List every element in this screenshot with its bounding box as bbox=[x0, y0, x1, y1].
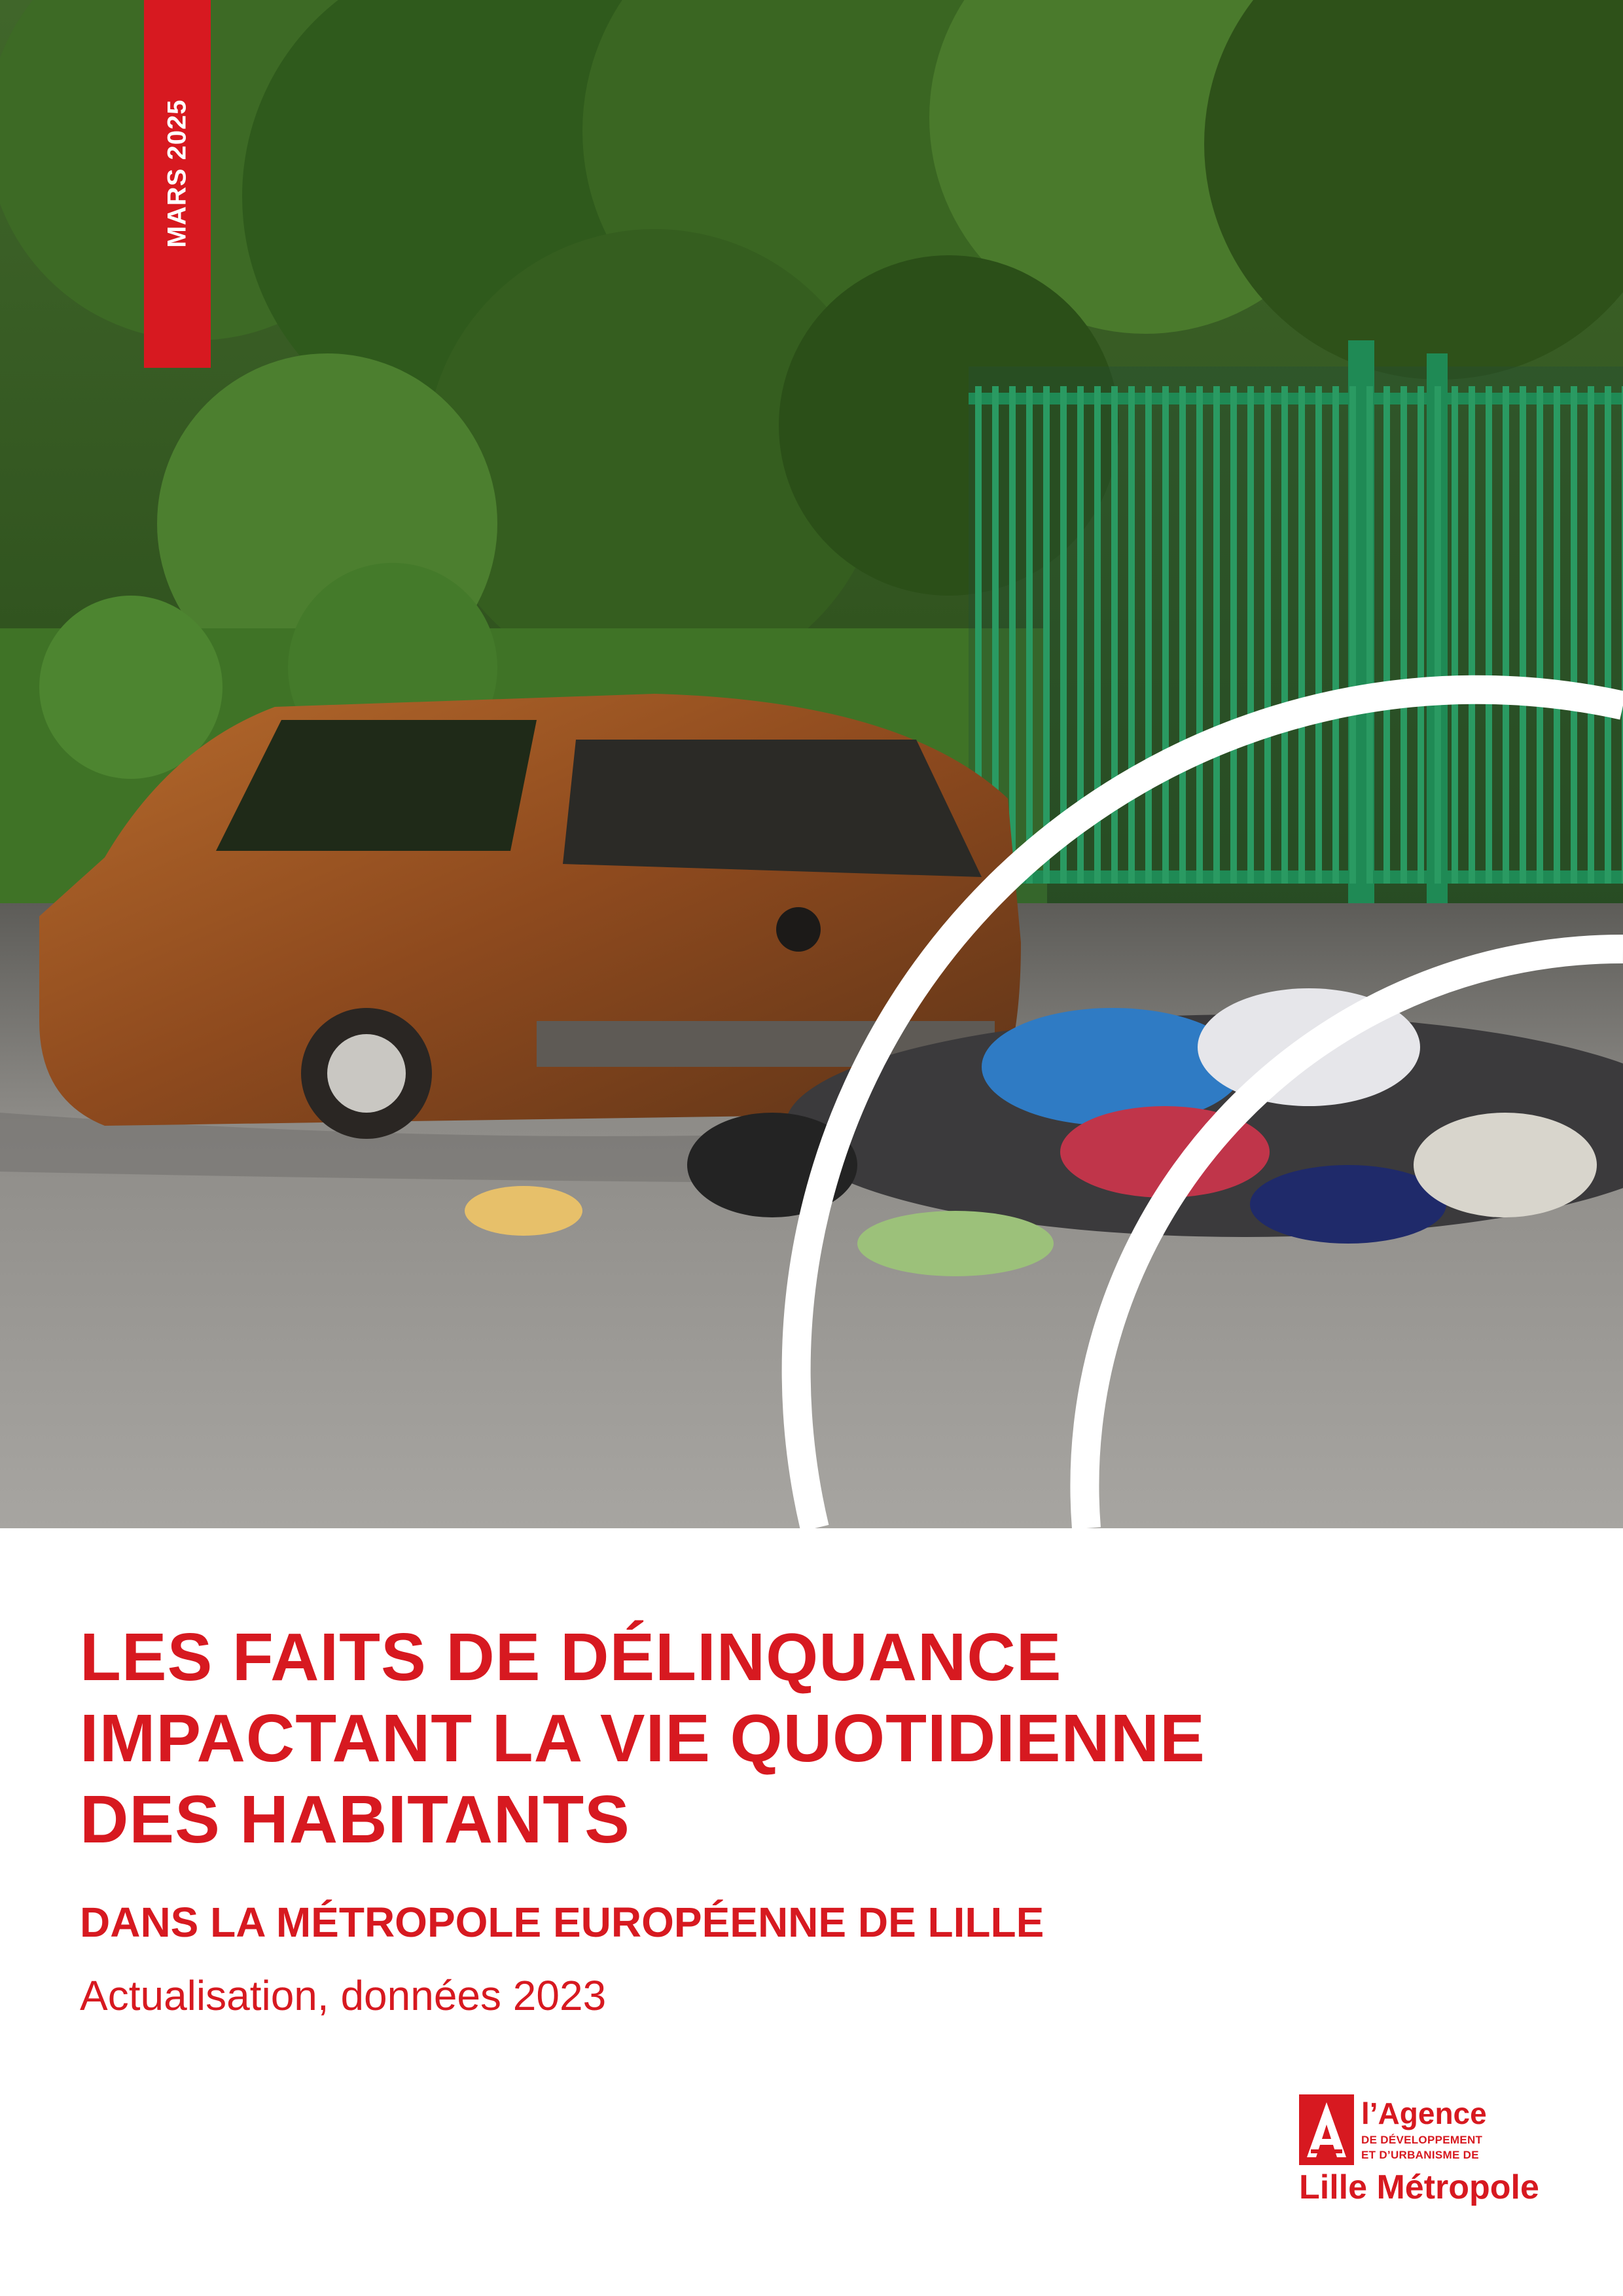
report-title bbox=[80, 1617, 1205, 1860]
title-line: LES FAITS DE DÉLINQUANCE bbox=[80, 1619, 1062, 1695]
report-subtitle: DANS LA MÉTROPOLE EUROPÉENNE DE LILLE bbox=[80, 1899, 1044, 1946]
publisher-line-2: ET D’URBANISME DE bbox=[1361, 2149, 1479, 2161]
date-tab bbox=[144, 0, 211, 368]
update-note: Actualisation, données 2023 bbox=[80, 1972, 607, 2019]
publisher-name: l’Agence bbox=[1361, 2096, 1487, 2130]
agency-logo-icon bbox=[1299, 2094, 1354, 2165]
publisher-logo bbox=[1299, 2094, 1548, 2212]
publication-date: MARS 2025 bbox=[162, 99, 192, 248]
publisher-city: Lille Métropole bbox=[1299, 2168, 1539, 2206]
title-line: IMPACTANT LA VIE QUOTIDIENNE bbox=[80, 1700, 1205, 1776]
publisher-line-1: DE DÉVELOPPEMENT bbox=[1361, 2134, 1483, 2146]
title-line: DES HABITANTS bbox=[80, 1782, 630, 1857]
